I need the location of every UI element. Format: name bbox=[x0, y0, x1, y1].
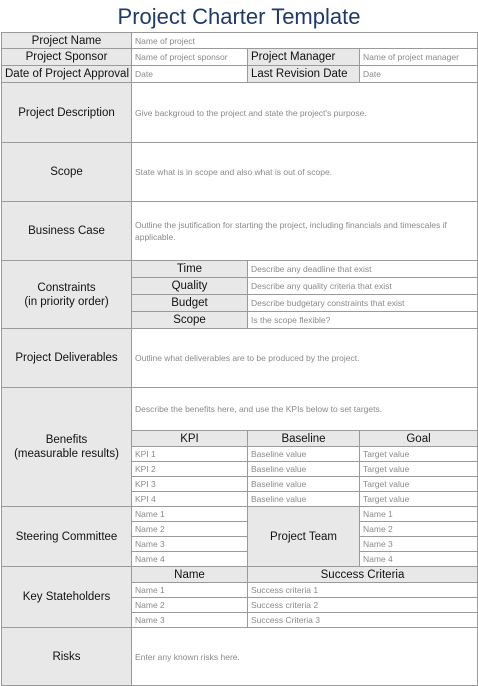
business-case-field[interactable]: Outline the jsutification for starting the project, including financials and timescales if applicable. bbox=[132, 202, 478, 261]
project-manager-field[interactable]: Name of project manager bbox=[360, 49, 478, 66]
project-manager-label: Project Manager bbox=[248, 49, 360, 66]
kpi-cell[interactable]: KPI 4 bbox=[132, 492, 248, 507]
project-description-field[interactable]: Give backgroud to the project and state the project's purpose. bbox=[132, 83, 478, 143]
baseline-cell[interactable]: Baseline value bbox=[248, 477, 360, 492]
baseline-column-header: Baseline bbox=[248, 431, 360, 447]
kpi-cell[interactable]: KPI 2 bbox=[132, 462, 248, 477]
page-title: Project Charter Template bbox=[117, 4, 361, 29]
kpi-column-header: KPI bbox=[132, 431, 248, 447]
last-revision-label: Last Revision Date bbox=[248, 66, 360, 83]
benefits-label-line2: (measurable results) bbox=[14, 448, 119, 460]
constraint-value[interactable]: Describe any quality criteria that exist bbox=[248, 278, 478, 295]
goal-cell[interactable]: Target value bbox=[360, 477, 478, 492]
row-business-case bbox=[2, 202, 478, 261]
row-description bbox=[2, 83, 478, 143]
goal-column-header: Goal bbox=[360, 431, 478, 447]
steering-name-cell[interactable]: Name 1 bbox=[132, 507, 248, 522]
goal-cell[interactable]: Target value bbox=[360, 492, 478, 507]
project-name-label: Project Name bbox=[2, 33, 132, 49]
scope-label: Scope bbox=[2, 143, 132, 202]
constraint-value[interactable]: Describe any deadline that exist bbox=[248, 261, 478, 278]
constraint-name: Scope bbox=[132, 312, 248, 329]
row-dates bbox=[2, 66, 478, 83]
success-criteria-header: Success Criteria bbox=[248, 567, 478, 583]
project-team-label: Project Team bbox=[248, 507, 360, 567]
team-name-cell[interactable]: Name 2 bbox=[360, 522, 478, 537]
business-case-label: Business Case bbox=[2, 202, 132, 261]
risks-label: Risks bbox=[2, 628, 132, 686]
benefits-intro-field[interactable]: Describe the benefits here, and use the KPIs below to set targets. bbox=[132, 388, 478, 431]
constraints-label-line2: (in priority order) bbox=[24, 295, 109, 308]
project-sponsor-label: Project Sponsor bbox=[2, 49, 132, 66]
steering-row bbox=[2, 507, 478, 522]
stakeholder-name-header: Name bbox=[132, 567, 248, 583]
project-deliverables-label: Project Deliverables bbox=[2, 329, 132, 388]
row-sponsor bbox=[2, 49, 478, 66]
project-name-field[interactable]: Name of project bbox=[132, 33, 478, 49]
constraints-label-line1: Constraints bbox=[37, 281, 96, 294]
benefits-label bbox=[2, 388, 132, 507]
project-description-label: Project Description bbox=[2, 83, 132, 143]
baseline-cell[interactable]: Baseline value bbox=[248, 462, 360, 477]
date-approval-field[interactable]: Date bbox=[132, 66, 248, 83]
row-deliverables bbox=[2, 329, 478, 388]
success-criteria-cell[interactable]: Success criteria 2 bbox=[248, 598, 478, 613]
project-sponsor-field[interactable]: Name of project sponsor bbox=[132, 49, 248, 66]
scope-field[interactable]: State what is in scope and also what is out of scope. bbox=[132, 143, 478, 202]
steering-committee-label: Steering Committee bbox=[2, 507, 132, 567]
last-revision-field[interactable]: Date bbox=[360, 66, 478, 83]
kpi-cell[interactable]: KPI 3 bbox=[132, 477, 248, 492]
constraint-name: Time bbox=[132, 261, 248, 278]
kpi-cell[interactable]: KPI 1 bbox=[132, 447, 248, 462]
constraint-value[interactable]: Describe budgetary constraints that exist bbox=[248, 295, 478, 312]
constraints-label bbox=[2, 261, 132, 329]
key-stakeholders-label: Key Stateholders bbox=[2, 567, 132, 628]
goal-cell[interactable]: Target value bbox=[360, 447, 478, 462]
stakeholder-name-cell[interactable]: Name 1 bbox=[132, 583, 248, 598]
row-stakeholders-header bbox=[2, 567, 478, 583]
team-name-cell[interactable]: Name 4 bbox=[360, 552, 478, 567]
baseline-cell[interactable]: Baseline value bbox=[248, 492, 360, 507]
charter-table bbox=[1, 32, 478, 686]
constraint-value[interactable]: Is the scope flexible? bbox=[248, 312, 478, 329]
steering-name-cell[interactable]: Name 4 bbox=[132, 552, 248, 567]
steering-name-cell[interactable]: Name 2 bbox=[132, 522, 248, 537]
success-criteria-cell[interactable]: Success Criteria 3 bbox=[248, 613, 478, 628]
date-approval-label: Date of Project Approval bbox=[2, 66, 132, 83]
constraint-name: Quality bbox=[132, 278, 248, 295]
constraint-name: Budget bbox=[132, 295, 248, 312]
success-criteria-cell[interactable]: Success criteria 1 bbox=[248, 583, 478, 598]
goal-cell[interactable]: Target value bbox=[360, 462, 478, 477]
constraint-row bbox=[2, 261, 478, 278]
row-scope bbox=[2, 143, 478, 202]
row-risks bbox=[2, 628, 478, 686]
team-name-cell[interactable]: Name 1 bbox=[360, 507, 478, 522]
stakeholder-name-cell[interactable]: Name 2 bbox=[132, 598, 248, 613]
row-project-name bbox=[2, 33, 478, 49]
project-deliverables-field[interactable]: Outline what deliverables are to be produced by the project. bbox=[132, 329, 478, 388]
baseline-cell[interactable]: Baseline value bbox=[248, 447, 360, 462]
team-name-cell[interactable]: Name 3 bbox=[360, 537, 478, 552]
benefits-label-line1: Benefits bbox=[45, 434, 88, 446]
stakeholder-name-cell[interactable]: Name 3 bbox=[132, 613, 248, 628]
row-benefits-intro bbox=[2, 388, 478, 431]
steering-name-cell[interactable]: Name 3 bbox=[132, 537, 248, 552]
risks-field[interactable]: Enter any known risks here. bbox=[132, 628, 478, 686]
